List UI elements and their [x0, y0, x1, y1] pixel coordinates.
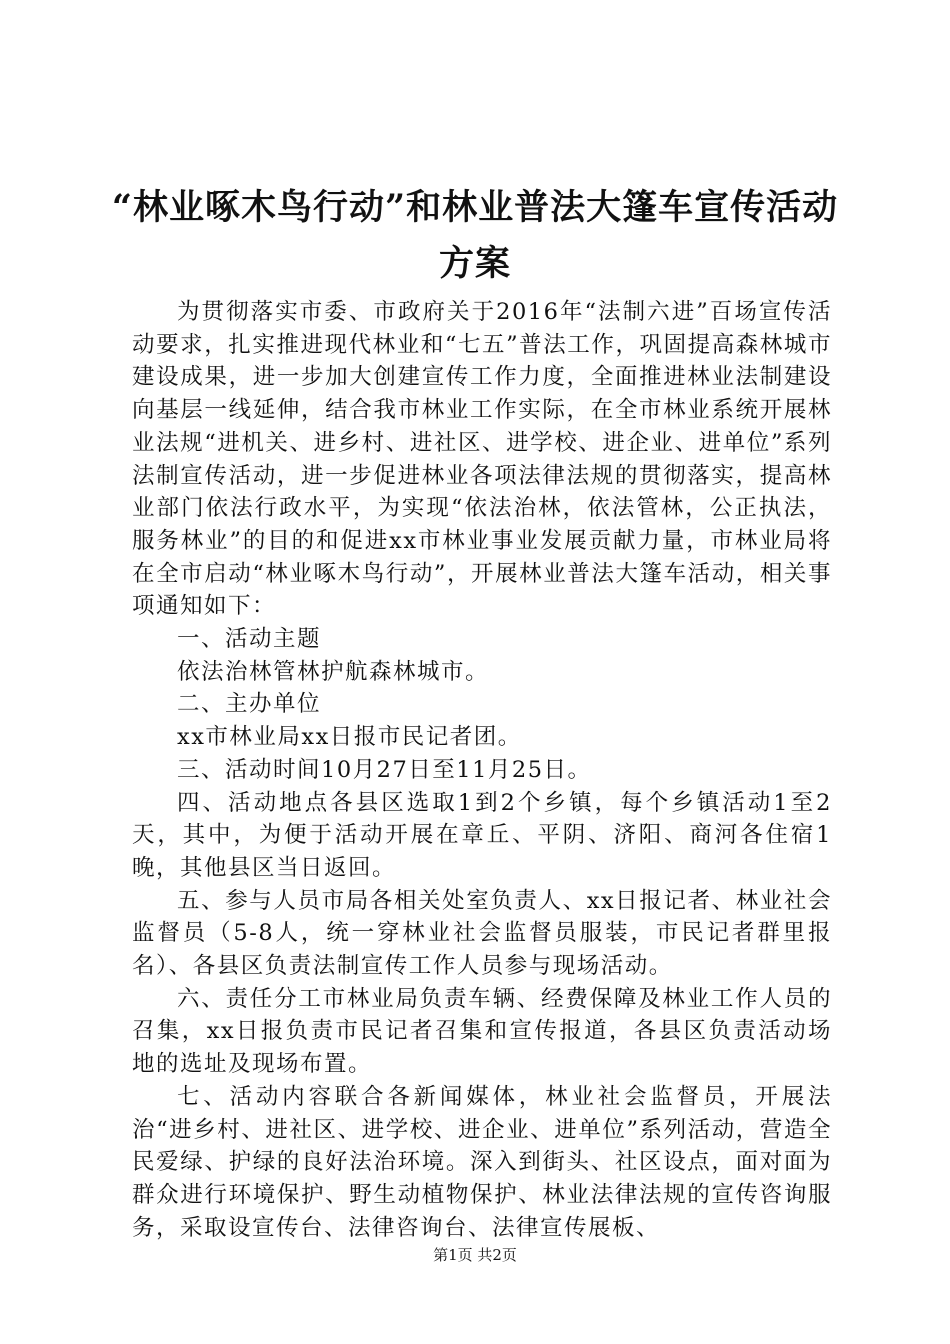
- paragraph-intro: 为贯彻落实市委、市政府关于2016年“法制六进”百场宣传活动要求，扎实推进现代林业和“七五”普法工作，巩固提高森林城市建设成果，进一步加大创建宣传工作力度，全面推进林业法制建设向基层一线延伸，结合我市林业工作实际，在全市林业系统开展林业法规“进机关、进乡村、进社区、进学校、进企业、进单位”系列法制宣传活动，进一步促进林业各项法律法规的贯彻落实，提高林业部门依法行政水平，为实现“依法治林，依法管林，公正执法，服务林业”的目的和促进xx市林业事业发展贡献力量，市林业局将在全市启动“林业啄木鸟行动”，开展林业普法大篷车活动，相关事项通知如下：: [132, 299, 832, 620]
- paragraph-responsibilities: 六、责任分工市林业局负责车辆、经费保障及林业工作人员的召集，xx日报负责市民记者召集和宣传报道，各县区负责活动场地的选址及现场布置。: [132, 985, 832, 1078]
- section-heading-organizer: 二、主办单位: [177, 691, 322, 718]
- paragraph-location: 四、活动地点各县区选取1到2个乡镇，每个乡镇活动1至2天，其中，为便于活动开展在章丘、平阴、济阳、商河各住宿1晚，其他县区当日返回。: [132, 789, 832, 881]
- paragraph-time: 三、活动时间10月27日至11月25日。: [177, 756, 592, 783]
- document-body: [132, 296, 832, 1244]
- paragraph-organizer: xx市林业局xx日报市民记者团。: [177, 724, 522, 751]
- document-title: “林业啄木鸟行动”和林业普法大篷车宣传活动方案: [111, 187, 839, 284]
- section-heading-theme: 一、活动主题: [177, 626, 322, 653]
- paragraph-content: 七、活动内容联合各新闻媒体，林业社会监督员，开展法治“进乡村、进社区、进学校、进企业、进单位”系列活动，营造全民爱绿、护绿的良好法治环境。深入到街头、社区设点，面对面为群众进行环境保护、野生动植物保护、林业法律法规的宣传咨询服务，采取设宣传台、法律咨询台、法律宣传展板、: [132, 1083, 832, 1241]
- page-number-footer: 第1页 共2页: [433, 1246, 517, 1264]
- paragraph-theme: 依法治林管林护航森林城市。: [177, 658, 490, 685]
- paragraph-participants: 五、参与人员市局各相关处室负责人、xx日报记者、林业社会监督员（5-8人，统一穿林业社会监督员服装，市民记者群里报名）、各县区负责法制宣传工作人员参与现场活动。: [132, 887, 832, 980]
